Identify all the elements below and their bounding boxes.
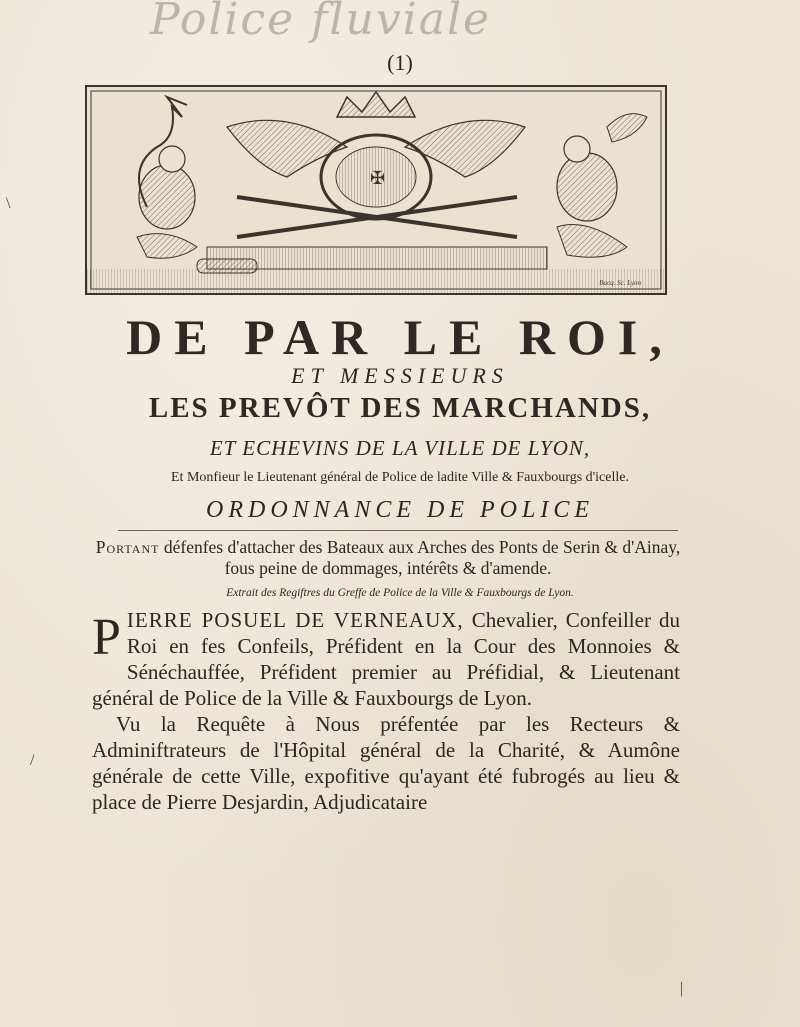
page-number: (1) (387, 50, 413, 75)
divider-rule (118, 530, 678, 531)
document-type-heading: ORDONNANCE DE POLICE (206, 497, 594, 523)
summary-text: défenfes d'attacher des Bateaux aux Arches des Ponts de Serin & d'Ainay, fous peine de dommages, intérêts & d'amende. (163, 537, 681, 578)
subtitle-messieurs: ET MESSIEURS (291, 363, 509, 388)
subtitle-lieutenant: Et Monfieur le Lieutenant général de Police de ladite Ville & Fauxbourgs d'icelle. (171, 470, 629, 485)
summary-lead-word: Portant (95, 537, 160, 557)
drop-cap: P (92, 609, 121, 666)
margin-mark: / (30, 752, 35, 769)
subtitle-echevins: ET ECHEVINS DE LA VILLE DE LYON, (209, 436, 591, 460)
author-name: IERRE POSUEL DE VERNEAUX, (126, 608, 464, 632)
engraver-signature: Bacq. Sc. Lyon (599, 279, 641, 287)
author-titles: Chevalier, Confeiller du Roi en fes Confeils, Préfident en la Cour des Monnoies & Sénéchauffée, Préfident premier au Préfidial, & Lieutenant général de Police de la Ville & Fauxbourgs de Lyon. (92, 608, 680, 710)
register-extract-line: Extrait des Regiftres du Greffe de Police de la Ville & Fauxbourgs de Lyon. (226, 587, 574, 599)
body-paragraph-2: Vu la Requête à Nous préfentée par les Recteurs & Adminiftrateurs de l'Hôpital général de la Charité, & Aumône générale de cette Ville, expofitive qu'ayant été fubrogés au lieu & place de Pierre Desjardin, Adjudicataire (92, 712, 680, 814)
subtitle-prevot: LES PREVÔT DES MARCHANDS, (148, 392, 652, 424)
document-title: DE PAR LE ROI, (126, 309, 674, 365)
margin-mark: | (680, 980, 684, 997)
decorative-engraving (85, 85, 667, 295)
margin-mark: \ (6, 195, 11, 212)
svg-text:✠: ✠ (370, 168, 386, 189)
engraving-illustration (87, 87, 665, 293)
ordinance-summary (88, 537, 688, 579)
handwritten-annotation: Police fluviale (150, 0, 492, 45)
body-paragraph-1 (92, 607, 680, 711)
ordinance-body (92, 607, 680, 815)
